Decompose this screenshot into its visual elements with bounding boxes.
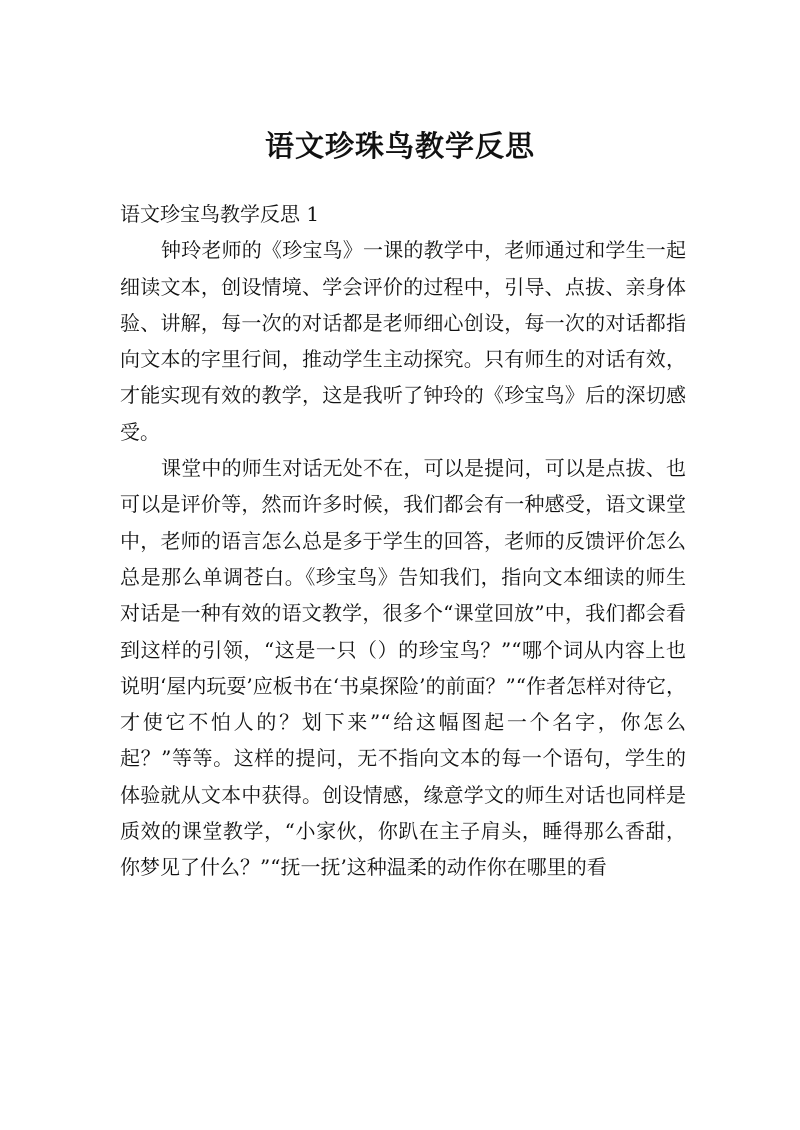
document-title: 语文珍珠鸟教学反思 bbox=[264, 129, 535, 163]
section-heading: 语文珍宝鸟教学反思 1 bbox=[120, 202, 320, 226]
document-body bbox=[120, 196, 686, 886]
paragraph-1: 钟玲老师的《珍宝鸟》一课的教学中，老师通过和学生一起细读文本，创设情境、学会评价的过程中，引导、点拔、亲身体验、讲解，每一次的对话都是老师细心创设，每一次的对话都指向文本的字里行间，推动学生主动探究。只有师生的对话有效，才能实现有效的教学，这是我听了钟玲的《珍宝鸟》后的深切感受。 bbox=[120, 238, 686, 444]
paragraph-2: 课堂中的师生对话无处不在，可以是提问，可以是点拔、也可以是评价等，然而许多时候，我们都会有一种感受，语文课堂中，老师的语言怎么总是多于学生的回答，老师的反馈评价怎么总是那么单调苍白。《珍宝鸟》告知我们，指向文本细读的师生对话是一种有效的语文教学，很多个“课堂回放”中，我们都会看到这样的引领，“这是一只（）的珍宝鸟？”“哪个词从内容上也说明‘屋内玩耍’应板书在‘书桌探险’的前面？”“作者怎样对待它，才使它不怕人的？划下来”“给这幅图起一个名字，你怎么起？”等等。这样的提问，无不指向文本的每一个语句，学生的体验就从文本中获得。创设情感，缘意学文的师生对话也同样是质效的课堂教学，“小家伙，你趴在主子肩头，睡得那么香甜，你梦见了什么？”“抚一抚’这种温柔的动作你在哪里的看 bbox=[120, 456, 686, 880]
